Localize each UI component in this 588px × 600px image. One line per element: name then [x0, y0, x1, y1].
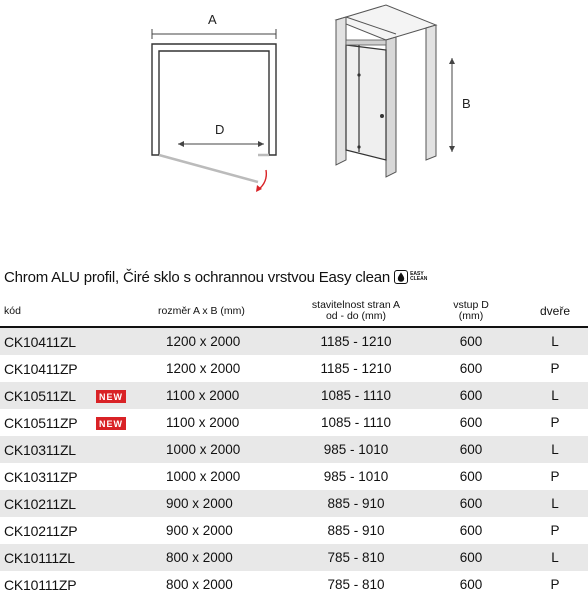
enclosure-walls: [152, 44, 276, 155]
cell-rozmer: 1000 x 2000: [140, 463, 292, 490]
cell-kod: CK10111ZP: [0, 571, 96, 598]
cell-kod: CK10511ZL: [0, 382, 96, 409]
cell-dvere: P: [522, 571, 588, 598]
cell-new: [96, 355, 140, 382]
cell-new: [96, 409, 140, 436]
cell-new: [96, 571, 140, 598]
cell-kod: CK10311ZP: [0, 463, 96, 490]
cell-stavitelnost: 885 - 910: [292, 517, 420, 544]
cell-rozmer: 1200 x 2000: [140, 355, 292, 382]
header-vstup-line2: (mm): [458, 310, 484, 322]
cell-kod: CK10211ZL: [0, 490, 96, 517]
table-row: [0, 327, 588, 355]
cell-kod: CK10411ZP: [0, 355, 96, 382]
cell-stavitelnost: 885 - 910: [292, 490, 420, 517]
cell-kod: CK10311ZL: [0, 436, 96, 463]
cell-dvere: P: [522, 355, 588, 382]
new-badge: NEW: [96, 390, 126, 403]
header-new: [96, 296, 140, 327]
header-rozmer: rozměr A x B (mm): [140, 296, 292, 327]
cell-kod: CK10111ZL: [0, 544, 96, 571]
cell-dvere: L: [522, 544, 588, 571]
table-row: [0, 409, 588, 436]
cell-dvere: L: [522, 382, 588, 409]
header-vstup: [420, 296, 522, 327]
cell-rozmer: 1200 x 2000: [140, 327, 292, 355]
cell-vstup: 600: [420, 490, 522, 517]
perspective-diagram: [336, 5, 471, 177]
cell-vstup: 600: [420, 355, 522, 382]
cell-dvere: P: [522, 409, 588, 436]
cell-new: [96, 544, 140, 571]
table-row: [0, 571, 588, 598]
product-table: [0, 296, 588, 598]
cell-rozmer: 1000 x 2000: [140, 436, 292, 463]
cell-dvere: P: [522, 517, 588, 544]
table-body: [0, 327, 588, 598]
header-vstup-line1: vstup D: [453, 299, 489, 311]
cell-rozmer: 800 x 2000: [140, 544, 292, 571]
cell-vstup: 600: [420, 463, 522, 490]
door-panel-line: [159, 155, 258, 182]
table-row: [0, 436, 588, 463]
table-row: [0, 382, 588, 409]
cell-stavitelnost: 785 - 810: [292, 544, 420, 571]
cell-rozmer: 1100 x 2000: [140, 409, 292, 436]
cell-new: [96, 490, 140, 517]
cell-dvere: L: [522, 490, 588, 517]
cell-stavitelnost: 985 - 1010: [292, 436, 420, 463]
table-row: [0, 463, 588, 490]
dimension-a-label: A: [208, 12, 217, 27]
header-dvere: dveře: [522, 296, 588, 327]
cell-stavitelnost: 1085 - 1110: [292, 409, 420, 436]
cell-kod: CK10411ZL: [0, 327, 96, 355]
cell-stavitelnost: 1185 - 1210: [292, 327, 420, 355]
dimension-d-label: D: [215, 122, 225, 137]
cell-vstup: 600: [420, 382, 522, 409]
cell-stavitelnost: 985 - 1010: [292, 463, 420, 490]
new-badge: NEW: [96, 417, 126, 430]
cell-rozmer: 900 x 2000: [140, 490, 292, 517]
cell-new: [96, 382, 140, 409]
table-header-row: [0, 296, 588, 327]
cell-vstup: 600: [420, 409, 522, 436]
table-row: [0, 490, 588, 517]
cell-dvere: L: [522, 327, 588, 355]
cell-new: [96, 327, 140, 355]
cell-vstup: 600: [420, 544, 522, 571]
header-stavitelnost-line1: stavitelnost stran A: [311, 299, 401, 311]
badge-line-1: EASY: [410, 271, 424, 277]
cell-vstup: 600: [420, 436, 522, 463]
header-stavitelnost-line2: od - do (mm): [325, 310, 387, 322]
cell-rozmer: 900 x 2000: [140, 517, 292, 544]
water-drop-icon: [394, 270, 408, 284]
glass-door-panel: [346, 45, 386, 160]
cell-new: [96, 517, 140, 544]
cell-stavitelnost: 785 - 810: [292, 571, 420, 598]
door-handle: [380, 114, 384, 118]
header-stavitelnost: [292, 296, 420, 327]
cell-dvere: P: [522, 463, 588, 490]
cell-new: [96, 463, 140, 490]
cell-stavitelnost: 1085 - 1110: [292, 382, 420, 409]
product-line-title: Chrom ALU profil, Čiré sklo s ochrannou vrstvou Easy clean: [4, 268, 391, 286]
cell-kod: CK10211ZP: [0, 517, 96, 544]
cell-kod: CK10511ZP: [0, 409, 96, 436]
dimension-b-label: B: [462, 96, 471, 111]
badge-line-2: CLEAN: [410, 276, 428, 282]
cell-stavitelnost: 1185 - 1210: [292, 355, 420, 382]
table-row: [0, 544, 588, 571]
table-row: [0, 355, 588, 382]
table-heading: [4, 266, 427, 288]
header-kod: kód: [0, 296, 96, 327]
cell-vstup: 600: [420, 571, 522, 598]
cell-dvere: L: [522, 436, 588, 463]
cell-vstup: 600: [420, 327, 522, 355]
technical-diagrams: [0, 0, 588, 250]
easy-clean-badge: [394, 270, 427, 284]
cell-new: [96, 436, 140, 463]
plan-view-diagram: [152, 12, 276, 192]
cell-vstup: 600: [420, 517, 522, 544]
cell-rozmer: 800 x 2000: [140, 571, 292, 598]
table-row: [0, 517, 588, 544]
cell-rozmer: 1100 x 2000: [140, 382, 292, 409]
